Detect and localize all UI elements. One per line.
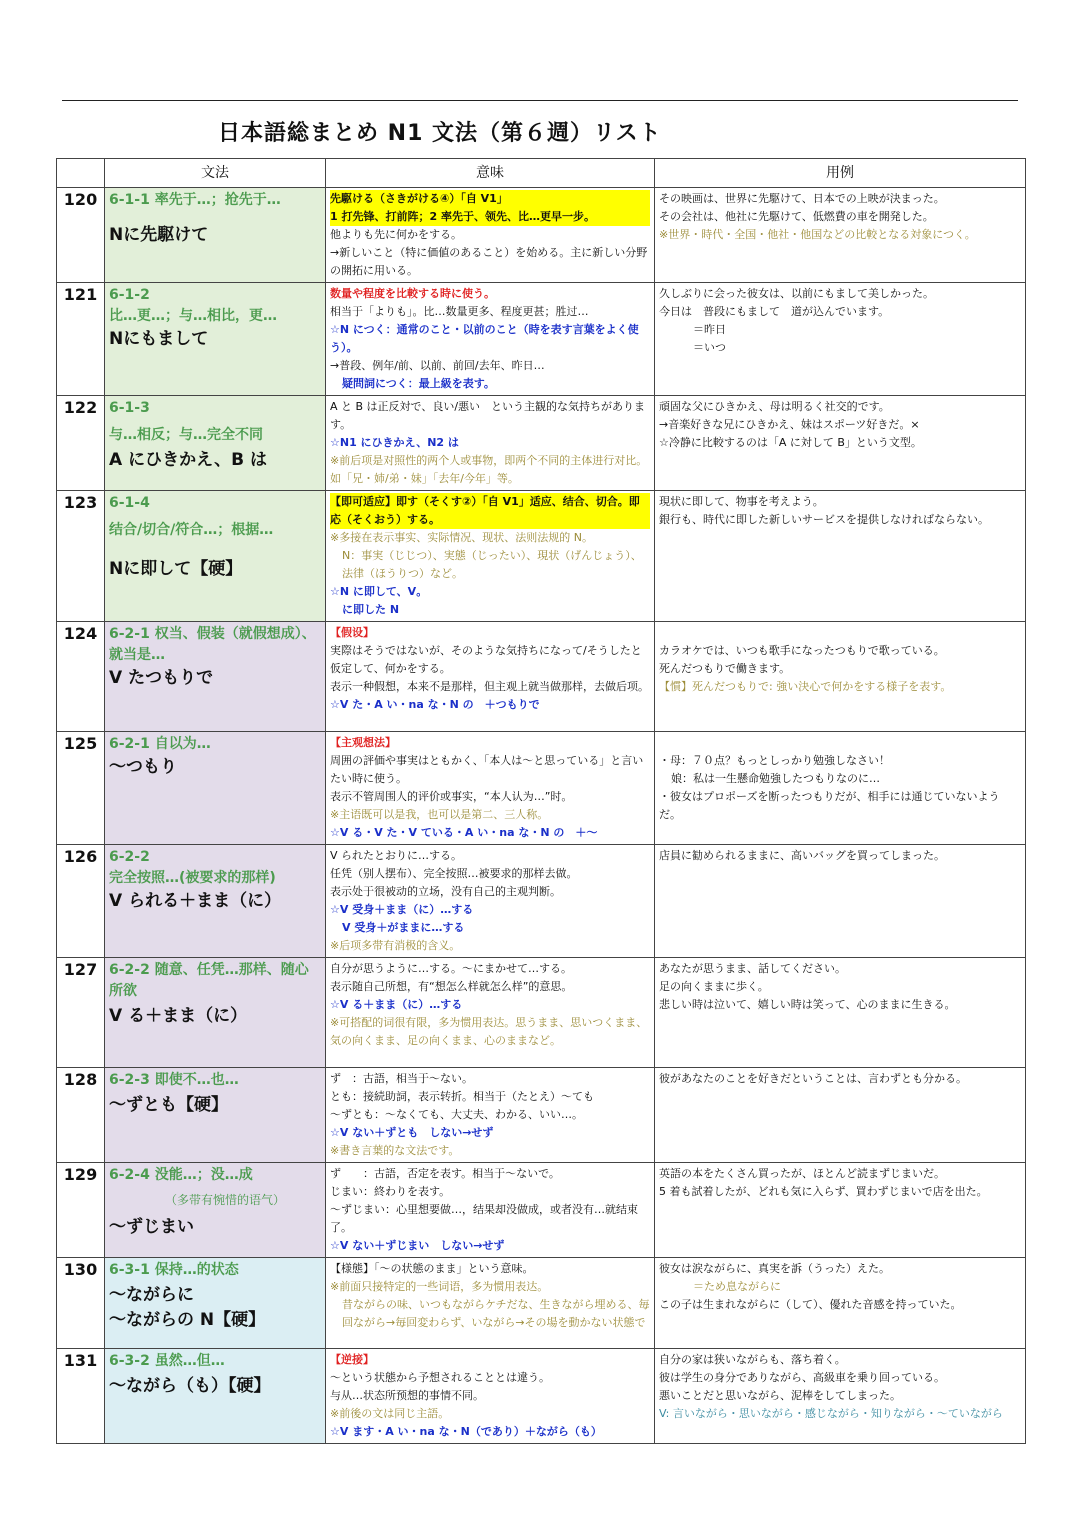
meaning-line: V 受身＋がままに…する	[342, 921, 465, 934]
meaning-line: 表示不管周围人的评价或事实，“本人认为…”时。	[330, 790, 573, 803]
example-line: 彼があなたのことを好きだということは、言わずとも分かる。	[659, 1072, 967, 1085]
meaning-line: に即した N	[342, 603, 400, 616]
header-num	[57, 159, 105, 188]
meaning-cell	[326, 732, 655, 845]
grammar-title: 6-1-4	[109, 495, 150, 511]
grammar-title: 6-2-2 随意、任凭…那样、随心所欲	[109, 962, 309, 999]
grammar-pattern: V たつもりで	[109, 668, 214, 688]
row-number: 120	[57, 188, 105, 283]
meaning-line: 表示随自己所想，有“想怎么样就怎么样”的意思。	[330, 980, 573, 993]
meaning-line: ※后项多带有消极的含义。	[330, 939, 461, 952]
meaning-line: ※書き言葉的な文法です。	[330, 1144, 460, 1157]
meaning-cell	[326, 845, 655, 958]
meaning-line: ☆V ない＋ずとも しない→せず	[330, 1126, 494, 1139]
grammar-title: 6-1-2	[109, 287, 150, 303]
grammar-cell	[105, 1163, 326, 1258]
example-line: 足の向くままに歩く。	[659, 980, 769, 993]
grammar-cell	[105, 622, 326, 732]
meaning-line: 周囲の評価や事実はともかく、「本人は～と思っている」と言いたい時に使う。	[330, 754, 644, 785]
example-line: ・母：７０点？もっとしっかり勉強しなさい！	[659, 754, 890, 767]
table-row	[57, 958, 1026, 1068]
meaning-line: ～ずじまい：心里想要做…，结果却没做成，或者没有…就结束了。	[330, 1203, 638, 1234]
example-line: 彼は学生の身分でありながら、高級車を乗り回っている。	[659, 1371, 945, 1384]
meaning-line: ☆V る・V た・V ている・A い・na な・N の ＋～	[330, 826, 598, 839]
grammar-subtitle: 比…更…；与…相比，更…	[109, 308, 277, 324]
grammar-cell	[105, 958, 326, 1068]
row-number: 122	[57, 396, 105, 491]
meaning-line: ※前面只接特定的一些词语，多为惯用表达。	[330, 1280, 549, 1293]
example-line: ・彼女はプロポーズを断ったつもりだが、相手には通じていないようだ。	[659, 790, 1000, 821]
example-line: あなたが思うまま、話してください。	[659, 962, 846, 975]
table-row	[57, 1068, 1026, 1163]
meaning-cell	[326, 1258, 655, 1349]
grammar-pattern: ～ながら（も）【硬】	[109, 1376, 271, 1396]
grammar-title: 6-3-1 保持…的状态	[109, 1262, 239, 1278]
example-cell	[655, 396, 1026, 491]
meaning-line: ※主语既可以是我，也可以是第二、三人称。	[330, 808, 549, 821]
example-line: 死んだつもりで働きます。	[659, 662, 791, 675]
meaning-line: V られたとおりに…する。	[330, 849, 463, 862]
grammar-pattern: Nに先駆けて	[109, 225, 209, 245]
meaning-cell	[326, 958, 655, 1068]
row-number: 123	[57, 491, 105, 622]
table-row	[57, 845, 1026, 958]
grammar-cell	[105, 732, 326, 845]
meaning-cell	[326, 491, 655, 622]
example-line: 悪いことだと思いながら、泥棒をしてしまった。	[659, 1389, 901, 1402]
example-cell	[655, 283, 1026, 396]
meaning-line: 疑問詞につく：最上級を表す。	[342, 377, 495, 390]
grammar-pattern: V る＋まま（に）	[109, 1006, 248, 1026]
meaning-line: ☆V ます・A い・na な・N（であり）＋ながら（も）	[330, 1425, 602, 1438]
grammar-pattern: V られる＋まま（に）	[109, 891, 282, 911]
grammar-title: 6-1-3	[109, 400, 150, 416]
row-number: 126	[57, 845, 105, 958]
meaning-line: 実際はそうではないが、そのような気持ちになって/そうしたと仮定して、何かをする。	[330, 644, 642, 675]
meaning-line: 1 打先锋、打前阵；2 率先于、领先、比…更早一步。	[330, 208, 650, 226]
grammar-title: 6-2-1 权当、假装（就假想成）、就当是…	[109, 626, 316, 663]
meaning-line: A と B は正反対で、良い/悪い という主観的な気持ちがあります。	[330, 400, 646, 431]
table-row	[57, 188, 1026, 283]
header-example: 用例	[655, 159, 1026, 188]
table-row	[57, 396, 1026, 491]
example-line: 店員に勧められるままに、高いバッグを買ってしまった。	[659, 849, 945, 862]
document-title: 日本語総まとめ N1 文法（第６週）リスト	[218, 121, 662, 146]
grammar-pattern: ～ずじまい	[109, 1217, 194, 1237]
example-line: この子は生まれながらに（して）、優れた音感を持っていた。	[659, 1298, 962, 1311]
example-line: 娘：私は一生懸命勉強したつもりなのに…	[671, 772, 880, 785]
grammar-title: 6-3-2 虽然…但…	[109, 1353, 225, 1369]
grammar-pattern: ～ながらに	[109, 1285, 194, 1305]
row-number: 125	[57, 732, 105, 845]
example-cell	[655, 622, 1026, 732]
grammar-cell	[105, 1068, 326, 1163]
meaning-line: ※前后项是对照性的两个人或事物，即两个不同的主体进行对比。如「兄・姉/弟・妹」「去年/今年」等。	[330, 454, 648, 485]
row-number: 128	[57, 1068, 105, 1163]
grammar-cell	[105, 188, 326, 283]
grammar-cell	[105, 1349, 326, 1444]
meaning-cell	[326, 283, 655, 396]
grammar-pattern: ～つもり	[109, 757, 177, 777]
grammar-cell	[105, 845, 326, 958]
grammar-title: 6-2-2	[109, 849, 150, 865]
example-cell	[655, 845, 1026, 958]
grammar-subtitle: 完全按照…(被要求的那样)	[109, 870, 276, 886]
meaning-line: ※前後の文は同じ主語。	[330, 1407, 450, 1420]
example-line: カラオケでは、いつも歌手になったつもりで歌っている。	[659, 644, 945, 657]
example-line: 自分の家は狭いながらも、落ち着く。	[659, 1353, 846, 1366]
example-line: その会社は、他社に先駆けて、低燃費の車を開発した。	[659, 210, 934, 223]
example-line: ＝いつ	[693, 341, 726, 354]
grammar-pattern: Nにもまして	[109, 329, 209, 349]
meaning-line: 昔ながらの味、いつもながらケチだな、生きながら埋める、毎回ながら→毎回変わらず、いながら→その場を動かない状態で	[342, 1298, 650, 1329]
grammar-pattern: Nに即して【硬】	[109, 559, 243, 579]
row-number: 130	[57, 1258, 105, 1349]
grammar-cell	[105, 1258, 326, 1349]
grammar-title: 6-1-1 率先于…；抢先于…	[109, 192, 281, 208]
example-line: ＝昨日	[693, 323, 726, 336]
meaning-line: ～という状態から予想されることとは違う。	[330, 1371, 550, 1384]
example-cell	[655, 1349, 1026, 1444]
meaning-line: N：事実（じじつ）、実態（じったい）、現状（げんじょう）、法律（ほうりつ）など。	[342, 549, 642, 580]
header-meaning: 意味	[326, 159, 655, 188]
grammar-title: 6-2-1 自以为…	[109, 736, 211, 752]
meaning-cell	[326, 396, 655, 491]
meaning-line: ☆V ない＋ずじまい しない→せず	[330, 1239, 505, 1252]
example-line: 英語の本をたくさん買ったが、ほとんど読まずじまいだ。	[659, 1167, 945, 1180]
grammar-pattern: A にひきかえ、B は	[109, 450, 267, 470]
example-line: 現状に即して、物事を考えよう。	[659, 495, 824, 508]
meaning-line: ず ：古語，否定を表す。相当于～ないで。	[330, 1167, 560, 1180]
meaning-line: 【様態】「～の状態のまま」という意味。	[330, 1262, 534, 1275]
meaning-line: 【逆接】	[330, 1353, 374, 1366]
example-cell	[655, 188, 1026, 283]
example-line: その映画は、世界に先駆けて、日本での上映が決まった。	[659, 192, 945, 205]
meaning-line: 表示一种假想，本来不是那样，但主观上就当做那样，去做后项。	[330, 680, 649, 693]
example-cell	[655, 491, 1026, 622]
table-row	[57, 732, 1026, 845]
meaning-line: ～ずとも：～なくても、大丈夫、わかる、いい…。	[330, 1108, 583, 1121]
meaning-line: 先駆ける（さきがける④）「自 V1」	[330, 190, 650, 208]
meaning-line: →普段、例年/前、以前、前回/去年、昨日…	[330, 359, 545, 372]
meaning-line: 表示处于很被动的立场，没有自己的主观判断。	[330, 885, 561, 898]
meaning-line: とも：接続助詞，表示转折。相当于（たとえ）～ても	[330, 1090, 594, 1103]
meaning-line: ☆V 受身＋まま（に）…する	[330, 903, 474, 916]
grammar-pattern: ～ずとも【硬】	[109, 1095, 228, 1115]
meaning-line: 自分が思うように…する。～にまかせて…する。	[330, 962, 572, 975]
meaning-cell	[326, 1349, 655, 1444]
meaning-line: 他よりも先に何かをする。	[330, 228, 462, 241]
grammar-title: 6-2-3 即使不…也…	[109, 1072, 239, 1088]
meaning-line: 与从…状态所预想的事情不同。	[330, 1389, 484, 1402]
table-row	[57, 1258, 1026, 1349]
table-row	[57, 1163, 1026, 1258]
table-header-row	[57, 159, 1026, 188]
meaning-line: 相当于「よりも」。比…数量更多、程度更甚；胜过…	[330, 305, 589, 318]
table-row	[57, 491, 1026, 622]
meaning-line: 【主观想法】	[330, 736, 396, 749]
row-number: 127	[57, 958, 105, 1068]
grammar-note: （多带有惋惜的语气）	[165, 1193, 286, 1207]
meaning-line: 数量や程度を比較する時に使う。	[330, 287, 495, 300]
meaning-cell	[326, 1163, 655, 1258]
meaning-line: ☆N に即して、V。	[330, 585, 428, 598]
meaning-cell	[326, 1068, 655, 1163]
meaning-line: ☆V る＋まま（に）…する	[330, 998, 463, 1011]
grammar-cell	[105, 283, 326, 396]
meaning-cell	[326, 188, 655, 283]
grammar-subtitle: 结合/切合/符合…；根据…	[109, 522, 274, 538]
example-cell	[655, 958, 1026, 1068]
grammar-cell	[105, 491, 326, 622]
meaning-line: ☆N につく：通常のこと・以前のこと（時を表す言葉をよく使う）。	[330, 323, 639, 354]
example-line: 5 着も試着したが、どれも気に入らず、買わずじまいで店を出た。	[659, 1185, 988, 1198]
top-rule	[62, 100, 1018, 101]
header-grammar: 文法	[105, 159, 326, 188]
example-line: 頑固な父にひきかえ、母は明るく社交的です。	[659, 400, 890, 413]
grammar-subtitle: 与…相反；与…完全不同	[109, 427, 263, 443]
example-line: 悲しい時は泣いて、嬉しい時は笑って、心のままに生きる。	[659, 998, 956, 1011]
meaning-line: じまい：終わりを表す。	[330, 1185, 451, 1198]
meaning-line: ず ：古語，相当于～ない。	[330, 1072, 473, 1085]
example-cell	[655, 1258, 1026, 1349]
example-cell	[655, 732, 1026, 845]
table-row	[57, 1349, 1026, 1444]
grammar-cell	[105, 396, 326, 491]
example-note: 【慣】死んだつもりで: 強い決心で何かをする様子を表す。	[659, 680, 952, 693]
meaning-line: →新しいこと（特に価値のあること）を始める。主に新しい分野の開拓に用いる。	[330, 246, 648, 277]
example-line: ☆冷静に比較するのは「A に対して B」という文型。	[659, 436, 922, 449]
meaning-line: 任凭（别人摆布）、完全按照…被要求的那样去做。	[330, 867, 578, 880]
table-row	[57, 283, 1026, 396]
table-row	[57, 622, 1026, 732]
row-number: 124	[57, 622, 105, 732]
row-number: 121	[57, 283, 105, 396]
example-cell	[655, 1068, 1026, 1163]
row-number: 131	[57, 1349, 105, 1444]
row-number: 129	[57, 1163, 105, 1258]
meaning-line: ※可搭配的词很有限，多为惯用表达。思うまま、思いつくまま、気の向くまま、足の向くまま、心のままなど。	[330, 1016, 648, 1047]
example-cell	[655, 1163, 1026, 1258]
meaning-line: ※多接在表示事实、实际情况、现状、法则法规的 N。	[330, 531, 593, 544]
grammar-pattern: ～ながらの N【硬】	[109, 1310, 266, 1330]
example-line: 久しぶりに会った彼女は、以前にもまして美しかった。	[659, 287, 934, 300]
example-line: 銀行も、時代に即した新しいサービスを提供しなければならない。	[659, 513, 989, 526]
example-line: 今日は 普段にもまして 道が込んでいます。	[659, 305, 890, 318]
meaning-line: 【即可适应】即す（そくす②）「自 V1」适应、结合、切合。即応（そくおう）する。	[330, 493, 650, 529]
grammar-title: 6-2-4 没能…；没…成	[109, 1167, 253, 1183]
example-line: 彼女は涙ながらに、真実を訴（うった）えた。	[659, 1262, 890, 1275]
meaning-line: ☆N1 にひきかえ、N2 は	[330, 436, 459, 449]
grammar-table	[56, 158, 1026, 1444]
example-note: V: 言いながら・思いながら・感じながら・知りながら・～ていながら	[659, 1407, 1003, 1420]
example-note: ※世界・時代・全国・他社・他国などの比較となる対象につく。	[659, 228, 976, 241]
meaning-cell	[326, 622, 655, 732]
meaning-line: 【假设】	[330, 626, 374, 639]
meaning-line: ☆V た・A い・na な・N の ＋つもりで	[330, 698, 540, 711]
example-line: ＝ため息ながらに	[693, 1280, 781, 1293]
example-line: →音楽好きな兄にひきかえ、妹はスポーツ好きだ。×	[659, 418, 920, 431]
